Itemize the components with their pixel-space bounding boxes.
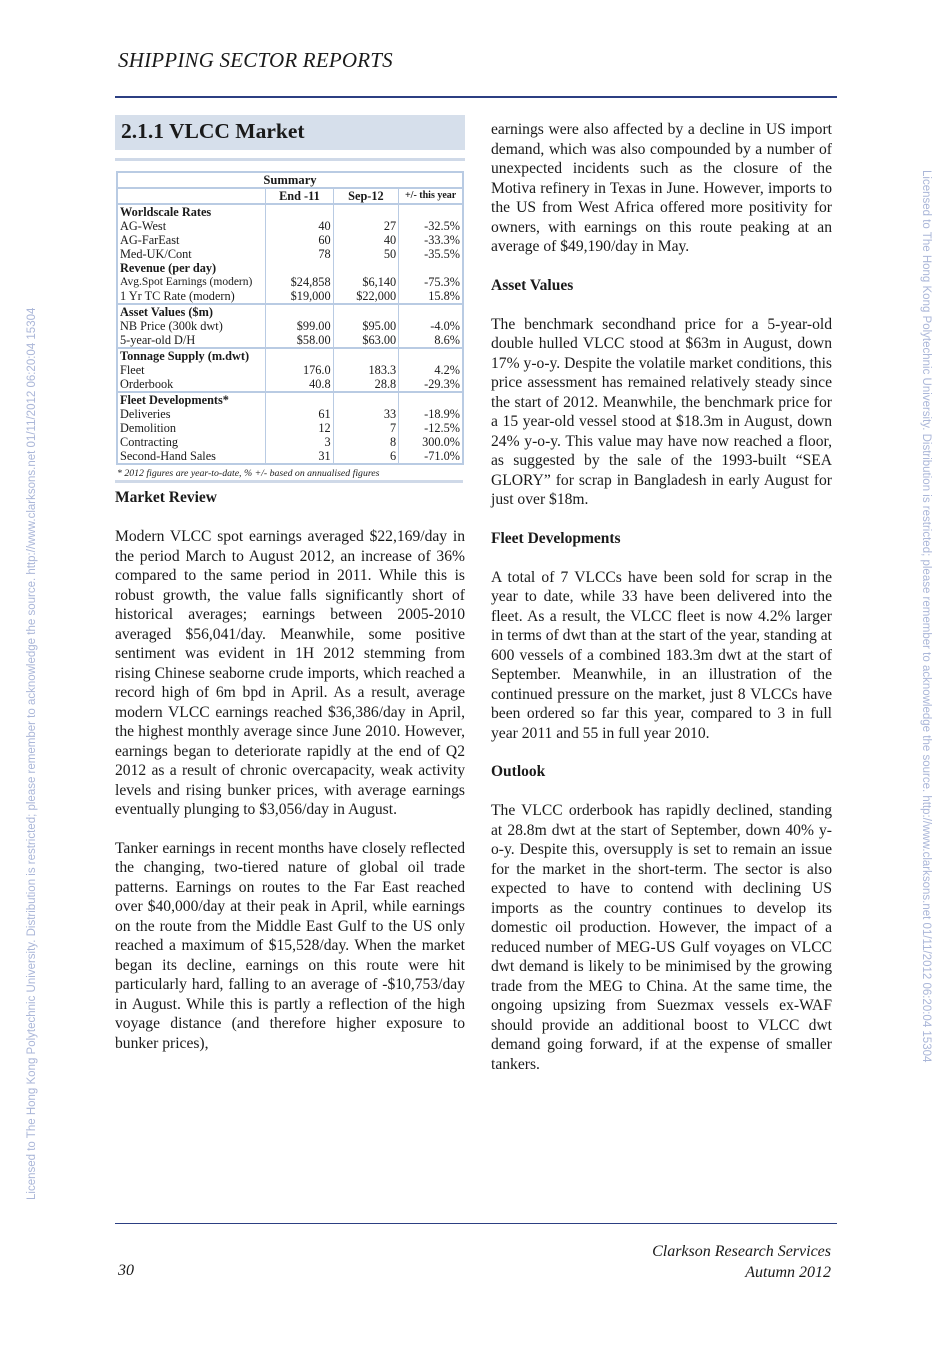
row-label: 5-year-old D/H <box>120 333 196 347</box>
table-footnote: * 2012 figures are year-to-date, % +/- based on annualised figures <box>117 468 380 479</box>
cell-change: -35.5% <box>399 247 463 261</box>
paragraph: Modern VLCC spot earnings averaged $22,169/day in the period March to August 2012, an increase of 36% compared to the same period in 2011. While this is robust growth, the value falls significantly short of historical averages; earnings between 2005-2010 averaged $56,041/day. Meanwhile, some positive sentiment was evident in 1H 2012 stemming from rising Chinese seaborne crude imports, which reached a record high of 6m bpd in April. As a result, average modern VLCC earnings reached $36,386/day in April, the highest monthly average since June 2010. However, earnings began to deteriorate rapidly at the end of Q2 2012 as a result of chronic overcapacity, weak activity levels and rising bunker prices, with average earnings eventually plunging to $3,056/day in August. <box>115 528 465 818</box>
col-header-change: +/- this year <box>399 188 463 204</box>
cell-sep12: 7 <box>333 421 399 435</box>
cell-change: -18.9% <box>399 407 463 421</box>
running-header: SHIPPING SECTOR REPORTS <box>118 48 393 72</box>
row-label: Contracting <box>120 435 179 449</box>
group-row <box>117 392 463 407</box>
cell-end11: 31 <box>266 449 333 464</box>
header-rule <box>115 96 837 98</box>
row-label: Fleet <box>120 363 145 377</box>
cell-sep12: $22,000 <box>333 289 399 304</box>
paragraph: earnings were also affected by a decline in US import demand, which was also compounded by a number of unexpected incidents such as the closure of the Motiva refinery in Texas in June. However, imports to the US from West Africa offered more positivity for owners, with earnings on this route peaking at an average of $49,190/day in May. <box>491 121 832 255</box>
table-row <box>117 421 463 435</box>
summary-title: Summary <box>263 173 317 187</box>
row-label: NB Price (300k dwt) <box>120 319 223 333</box>
cell-end11: $24,858 <box>266 275 333 289</box>
summary-title-row <box>117 172 463 188</box>
row-label: 1 Yr TC Rate (modern) <box>120 289 235 303</box>
cell-change: -32.5% <box>399 219 463 233</box>
cell-sep12: 183.3 <box>333 363 399 377</box>
cell-sep12: $63.00 <box>333 333 399 348</box>
cell-sep12: $95.00 <box>333 319 399 333</box>
cell-change: 8.6% <box>399 333 463 348</box>
cell-end11: 12 <box>266 421 333 435</box>
row-label: Avg.Spot Earnings (modern) <box>120 276 253 288</box>
cell-change: -4.0% <box>399 319 463 333</box>
cell-change: 15.8% <box>399 289 463 304</box>
cell-change: -33.3% <box>399 233 463 247</box>
cell-sep12: 50 <box>333 247 399 261</box>
cell-sep12: 8 <box>333 435 399 449</box>
cell-end11: $99.00 <box>266 319 333 333</box>
heading-outlook: Outlook <box>491 763 546 780</box>
row-label: Deliveries <box>120 407 171 421</box>
col-header-sep12: Sep-12 <box>333 188 399 204</box>
footer-publisher-block <box>560 1241 831 1283</box>
cell-end11: 176.0 <box>266 363 333 377</box>
cell-change: 4.2% <box>399 363 463 377</box>
row-label: Med-UK/Cont <box>120 247 192 261</box>
summary-header-blank <box>117 188 266 204</box>
left-column <box>115 115 465 1053</box>
summary-header-row <box>117 188 463 204</box>
page-number: 30 <box>118 1262 134 1279</box>
group-row <box>117 348 463 363</box>
group-label: Fleet Developments* <box>117 392 266 407</box>
table-row <box>117 289 463 304</box>
table-row <box>117 377 463 392</box>
section-title-box <box>115 115 465 150</box>
cell-end11: 3 <box>266 435 333 449</box>
group-label: Revenue (per day) <box>120 261 217 275</box>
table-row <box>117 275 463 289</box>
cell-sep12: 33 <box>333 407 399 421</box>
group-row <box>117 261 463 275</box>
table-row <box>117 449 463 464</box>
heading-asset-values: Asset Values <box>491 276 574 294</box>
table-row <box>117 363 463 377</box>
table-row <box>117 247 463 261</box>
section-title: 2.1.1 VLCC Market <box>121 119 305 143</box>
summary-table <box>116 171 464 465</box>
cell-end11: 78 <box>266 247 333 261</box>
cell-change: -75.3% <box>399 275 463 289</box>
right-column <box>491 120 832 1074</box>
paragraph: A total of 7 VLCCs have been sold for scrap in the year to date, while 33 have been delivered into the fleet. As a result, the VLCC fleet is now 4.2% larger in terms of dwt than at the start of the year, standing at 600 vessels of a combined 183.3m dwt at the start of September. Meanwhile, in an illustration of the continued pressure on the market, just 8 VLCCs have been ordered so far this year, compared to 3 in full year 2011 and 55 in full year 2010. <box>491 568 832 742</box>
section-underline <box>115 158 465 161</box>
cell-change: -29.3% <box>399 377 463 392</box>
cell-sep12: 6 <box>333 449 399 464</box>
watermark-left: Licensed to The Hong Kong Polytechnic University. Distribution is restricted; please remember to acknowledge the source. http://www.clarksons.net 01/11/2012 06:20:04 15304 <box>26 307 38 1200</box>
cell-change: -12.5% <box>399 421 463 435</box>
table-row <box>117 219 463 233</box>
cell-sep12: $6,140 <box>333 275 399 289</box>
table-row <box>117 319 463 333</box>
cell-end11: 61 <box>266 407 333 421</box>
heading-fleet-developments: Fleet Developments <box>491 529 621 547</box>
row-label: Orderbook <box>120 377 174 391</box>
table-row <box>117 333 463 348</box>
row-label: Demolition <box>120 421 177 435</box>
cell-end11: $58.00 <box>266 333 333 348</box>
group-row <box>117 204 463 219</box>
group-label: Worldscale Rates <box>120 205 212 219</box>
cell-sep12: 27 <box>333 219 399 233</box>
cell-end11: $19,000 <box>266 289 333 304</box>
heading-market-review: Market Review <box>115 489 217 506</box>
cell-sep12: 28.8 <box>333 377 399 392</box>
cell-change: -71.0% <box>399 449 463 464</box>
row-label: AG-West <box>120 219 167 233</box>
footnote-underline <box>115 480 463 483</box>
table-row <box>117 407 463 421</box>
cell-sep12: 40 <box>333 233 399 247</box>
cell-end11: 40.8 <box>266 377 333 392</box>
publisher-name: Clarkson Research Services <box>652 1243 831 1260</box>
paragraph: Tanker earnings in recent months have closely reflected the changing, two-tiered nature of global oil trade patterns. Earnings on routes to the Far East reached over $40,000/day at their peak in April, while earnings on the route from the Middle East Gulf to the US only reached a maximum of $15,528/day. When the market began its decline, earnings on this route were hit particularly hard, falling to an average of -$10,753/day in August. While this is partly a reflection of the high voyage distance (and therefore higher exposure to bunker prices), <box>115 839 465 1052</box>
edition: Autumn 2012 <box>745 1264 831 1281</box>
col-header-end11: End -11 <box>266 188 333 204</box>
watermark-right: Licensed to The Hong Kong Polytechnic University. Distribution is restricted; please remember to acknowledge the source. http://www.clarksons.net 01/11/2012 06:20:04 15304 <box>920 170 932 1063</box>
paragraph: The benchmark secondhand price for a 5-year-old double hulled VLCC stood at $63m in August, down 17% y-o-y. Despite the volatile market conditions, this price assessment has remained relatively steady since the start of 2012. Meanwhile, the benchmark price for a 15 year-old vessel stood at $18.3m in August, down 24% y-o-y. This value may have now reached a floor, as suggested by the sale of the 1993-built “SEA GLORY” for scrap in Bangladesh in early August for just over $18m. <box>491 315 832 508</box>
cell-end11: 40 <box>266 219 333 233</box>
table-row <box>117 435 463 449</box>
cell-end11: 60 <box>266 233 333 247</box>
footer-rule <box>115 1223 837 1224</box>
paragraph: The VLCC orderbook has rapidly declined, standing at 28.8m dwt at the start of September, down 40% y-o-y. Despite this, oversupply is set to remain an issue for the market in the short-term. The sector is also expected to have to contend with declining US imports as the country continues to develop its domestic oil production. However, the impact of a reduced number of MEG-US Gulf voyages on VLCC dwt demand is likely to be minimised by the growing trade from the MEG to China. At the same time, the ongoing upsizing from Suezmax vessels ex-WAF should provide an additional boost to VLCC dwt demand going forward, if at the expense of smaller tankers. <box>491 802 832 1073</box>
group-label: Tonnage Supply (m.dwt) <box>117 348 266 363</box>
cell-change: 300.0% <box>399 435 463 449</box>
group-label: Asset Values ($m) <box>117 304 266 319</box>
table-row <box>117 233 463 247</box>
row-label: Second-Hand Sales <box>120 449 216 463</box>
row-label: AG-FarEast <box>120 233 180 247</box>
group-row <box>117 304 463 319</box>
